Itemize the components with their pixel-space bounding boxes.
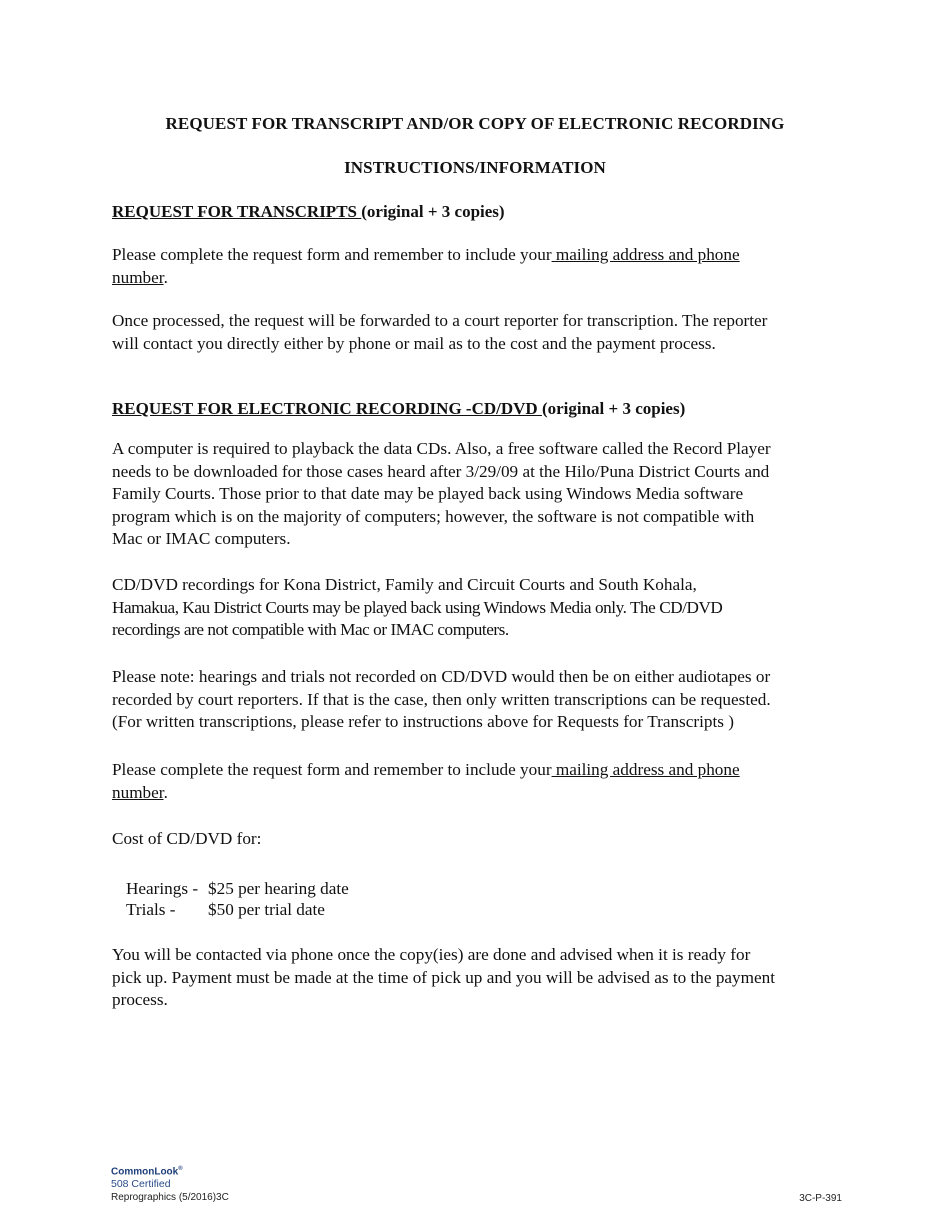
recording-paragraph-1: [112, 438, 847, 551]
footer-form-number: 3C-P-391: [799, 1193, 842, 1204]
logo-name: CommonLook: [111, 1166, 179, 1178]
text-line: Please note: hearings and trials not recorded on CD/DVD would then be on either audiotapes or: [112, 667, 771, 686]
text-line: pick up. Payment must be made at the time of pick up and you will be advised as to the payment: [112, 967, 776, 987]
transcripts-paragraph-1: [112, 244, 847, 289]
mailing-address-text: mailing address and phone: [551, 245, 740, 264]
cost-item-label: Trials -: [126, 900, 176, 919]
document-title: REQUEST FOR TRANSCRIPT AND/OR COPY OF ELECTRONIC RECORDING: [165, 114, 785, 133]
recording-paragraph-5: [112, 944, 847, 1012]
recording-paragraph-3: [112, 666, 847, 734]
text-line: program which is on the majority of computers; however, the software is not compatible with: [112, 506, 755, 526]
recording-paragraph-4: [112, 759, 847, 804]
transcripts-heading-copies: (original + 3 copies): [361, 202, 505, 221]
footer-form-revision: Reprographics (5/2016)3C: [111, 1192, 229, 1203]
transcripts-heading: [112, 201, 847, 224]
cost-label: Cost of CD/DVD for:: [112, 829, 262, 848]
transcripts-paragraph-2: [112, 310, 847, 355]
cost-item-trials: [126, 899, 325, 920]
text-line: Family Courts. Those prior to that date may be played back using Windows Media software: [112, 484, 744, 503]
text-line: Mac or IMAC computers.: [112, 529, 291, 548]
recording-heading-underlined: REQUEST FOR ELECTRONIC RECORDING -CD/DVD: [112, 399, 542, 418]
logo-certification: 508 Certified: [111, 1178, 171, 1191]
registered-mark: ®: [178, 1166, 183, 1172]
text-line: CD/DVD recordings for Kona District, Family and Circuit Courts and South Kohala,: [112, 575, 697, 594]
text-line: Hamakua, Kau District Courts may be played back using Windows Media only. The CD/DVD: [112, 597, 723, 617]
cost-item-label: Hearings -: [126, 879, 199, 898]
recording-paragraph-2: [112, 574, 847, 642]
text-line: (For written transcriptions, please refer to instructions above for Requests for Transcripts ): [112, 712, 734, 731]
text-line: A computer is required to playback the data CDs. Also, a free software called the Record Player: [112, 439, 771, 458]
recording-heading-copies: (original + 3 copies): [541, 399, 686, 418]
text-line: recordings are not compatible with Mac or IMAC computers.: [112, 620, 509, 639]
text-run: .: [163, 267, 168, 287]
text-line: You will be contacted via phone once the copy(ies) are done and advised when it is ready for: [112, 945, 751, 964]
text-run: Please complete the request form and remember to include your: [112, 760, 552, 779]
cost-item-value: $25 per hearing date: [208, 879, 349, 898]
commonlook-logo: [111, 1163, 183, 1191]
transcripts-heading-underlined: REQUEST FOR TRANSCRIPTS: [112, 202, 362, 221]
number-text: number: [112, 267, 164, 287]
document-subtitle: INSTRUCTIONS/INFORMATION: [344, 158, 606, 177]
cost-item-hearings: [126, 878, 349, 899]
text-line: process.: [112, 990, 168, 1009]
text-line: needs to be downloaded for those cases heard after 3/29/09 at the Hilo/Puna District Courts and: [112, 461, 770, 481]
number-text: number: [112, 782, 164, 802]
mailing-address-text: mailing address and phone: [551, 760, 740, 779]
text-line: will contact you directly either by phone or mail as to the cost and the payment process.: [112, 333, 716, 353]
cost-item-value: $50 per trial date: [208, 900, 325, 919]
text-run: .: [163, 782, 168, 802]
text-line: recorded by court reporters. If that is the case, then only written transcriptions can be requested.: [112, 689, 771, 709]
text-run: Please complete the request form and remember to include your: [112, 245, 552, 264]
text-line: Once processed, the request will be forwarded to a court reporter for transcription. The reporter: [112, 311, 768, 330]
recording-heading: [112, 398, 847, 421]
